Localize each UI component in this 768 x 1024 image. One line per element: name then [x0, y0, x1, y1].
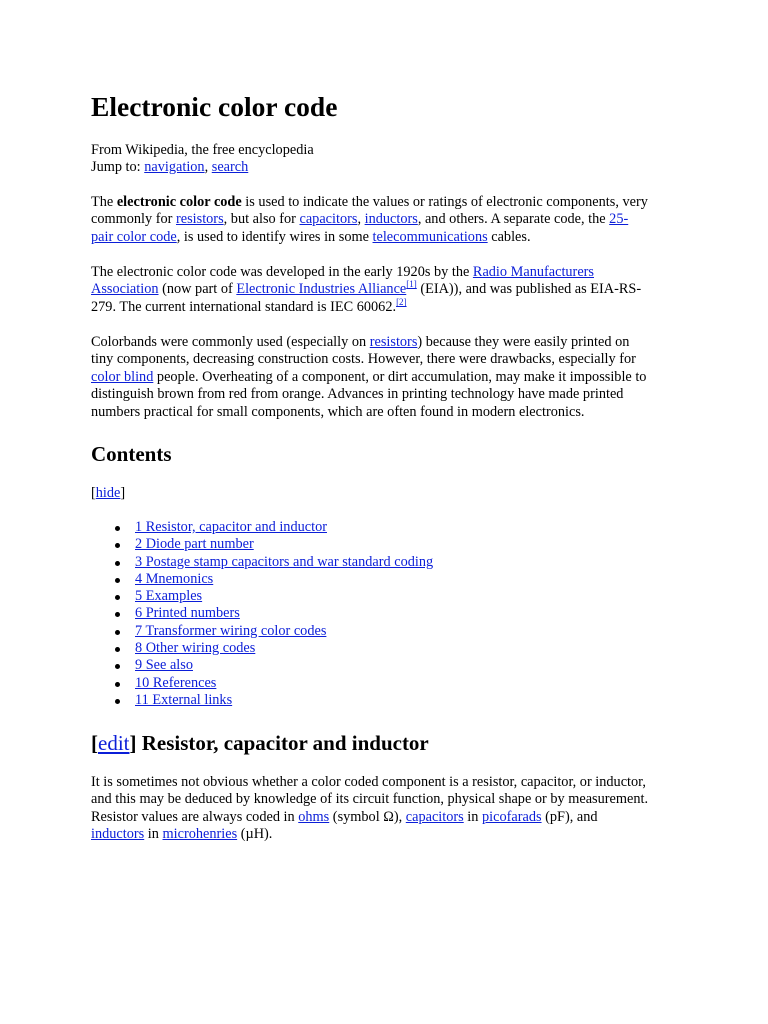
eia-link[interactable]: Electronic Industries Alliance [236, 281, 407, 298]
toc-link[interactable]: 1 Resistor, capacitor and inductor [135, 519, 327, 535]
toc-item [91, 571, 683, 588]
rma-link[interactable]: Radio Manufacturers [472, 264, 594, 280]
microhenries-link[interactable]: microhenries [162, 826, 238, 843]
page-title: Electronic color code [91, 91, 338, 122]
capacitors-link[interactable]: capacitors [299, 211, 358, 228]
text: cables. [487, 228, 531, 245]
text: , and others. A separate code, the [417, 211, 610, 228]
text: in [144, 826, 163, 843]
text: , but also for [223, 211, 300, 228]
toc-item [91, 623, 683, 640]
intro-paragraph-3 [91, 334, 683, 421]
picofarads-link[interactable]: picofarads [482, 808, 542, 825]
contents-heading: Contents [91, 442, 172, 466]
text: distinguish brown from red from orange. Advances in printing technology have made printed [91, 386, 624, 403]
toc-item [91, 554, 683, 571]
text: people. Overheating of a component, or dirt accumulation, may make it impossible to [153, 368, 647, 385]
toc-item [91, 536, 683, 553]
section-paragraph [91, 774, 683, 844]
telecommunications-link[interactable]: telecommunications [372, 228, 488, 245]
intro-paragraph-2 [91, 264, 683, 316]
table-of-contents [91, 519, 683, 709]
bullet-icon [115, 526, 120, 531]
text: commonly for [91, 211, 176, 228]
toc-item [91, 657, 683, 674]
text: (µH). [237, 826, 273, 843]
text: is used to indicate the values or ratings of electronic components, very [241, 194, 648, 210]
jump-to-label: Jump to: [91, 159, 145, 176]
jump-search-link[interactable]: search [211, 159, 249, 176]
reference-2-link[interactable]: [2] [396, 296, 407, 307]
text: in [463, 808, 483, 825]
section-title: Resistor, capacitor and inductor [141, 731, 429, 755]
bullet-icon [115, 682, 120, 687]
toc-item [91, 519, 683, 536]
hide-toc-link[interactable]: hide [95, 485, 121, 501]
toc-item [91, 588, 683, 605]
bracket: [ [91, 731, 98, 755]
text: , is used to identify wires in some [176, 228, 373, 245]
color-blind-link[interactable]: color blind [91, 368, 154, 385]
section-heading-resistor [91, 730, 683, 756]
toc-link[interactable]: 10 References [135, 674, 217, 691]
bullet-icon [115, 664, 120, 669]
text: ) because they were easily printed on [417, 334, 630, 350]
inductors-link-2[interactable]: inductors [91, 826, 145, 843]
bracket: ] [120, 485, 126, 501]
jump-separator: , [204, 159, 212, 176]
pair-color-code-link[interactable]: 25- [609, 211, 629, 228]
jump-navigation-link[interactable]: navigation [144, 159, 205, 176]
toc-item [91, 692, 683, 709]
toc-link[interactable]: 6 Printed numbers [135, 605, 240, 622]
text: The electronic color code was developed in the early 1920s by the [91, 264, 473, 280]
bold-term: electronic color code [116, 194, 242, 210]
inductors-link[interactable]: inductors [364, 211, 418, 228]
article-subtitle [91, 142, 683, 177]
toc-link[interactable]: 2 Diode part number [135, 536, 254, 553]
text: (EIA)), and was published as EIA-RS- [416, 281, 642, 298]
pair-color-code-link-cont[interactable]: pair color code [91, 228, 177, 245]
text: numbers practical for small components, which are often found in modern electronics. [91, 403, 585, 420]
text: and this may be deduced by knowledge of its circuit function, physical shape or by measurement. [91, 791, 649, 808]
rma-link-cont[interactable]: Association [91, 281, 159, 298]
bullet-icon [115, 578, 120, 583]
reference-1-link[interactable]: [1] [406, 279, 417, 290]
toc-item [91, 605, 683, 622]
text: 279. The current international standard is IEC 60062. [91, 298, 397, 315]
site-sub: From Wikipedia, the free encyclopedia [91, 142, 314, 158]
text: The [91, 194, 117, 210]
bullet-icon [115, 647, 120, 652]
edit-section-link[interactable]: edit [98, 731, 130, 755]
resistors-link-2[interactable]: resistors [369, 334, 418, 350]
toc-toggle [91, 485, 683, 502]
resistors-link[interactable]: resistors [175, 211, 224, 228]
toc-link[interactable]: 4 Mnemonics [135, 570, 214, 587]
text: (symbol Ω), [329, 808, 406, 825]
text: Colorbands were commonly used (especially on [91, 334, 370, 350]
toc-link[interactable]: 9 See also [135, 657, 193, 674]
bracket: ] [129, 731, 142, 755]
ohms-link[interactable]: ohms [298, 808, 330, 825]
toc-link[interactable]: 8 Other wiring codes [135, 640, 256, 657]
text: tiny components, decreasing construction costs. However, there were drawbacks, especially for [91, 351, 636, 368]
bullet-icon [115, 630, 120, 635]
toc-item [91, 640, 683, 657]
toc-link[interactable]: 7 Transformer wiring color codes [135, 622, 327, 639]
bullet-icon [115, 543, 120, 548]
text: , [357, 211, 365, 228]
capacitors-link-2[interactable]: capacitors [405, 808, 464, 825]
bullet-icon [115, 561, 120, 566]
bullet-icon [115, 612, 120, 617]
toc-item [91, 675, 683, 692]
text: (now part of [158, 281, 237, 298]
bracket: [ [91, 485, 96, 501]
text: Resistor values are always coded in [91, 808, 299, 825]
text: It is sometimes not obvious whether a color coded component is a resistor, capacitor, or inductor, [91, 774, 646, 790]
toc-link[interactable]: 5 Examples [135, 588, 203, 605]
text: (pF), and [541, 808, 598, 825]
jump-to [91, 159, 683, 176]
toc-link[interactable]: 11 External links [135, 691, 233, 708]
bullet-icon [115, 699, 120, 704]
intro-paragraph-1 [91, 194, 683, 246]
toc-link[interactable]: 3 Postage stamp capacitors and war standard coding [135, 553, 434, 570]
bullet-icon [115, 595, 120, 600]
